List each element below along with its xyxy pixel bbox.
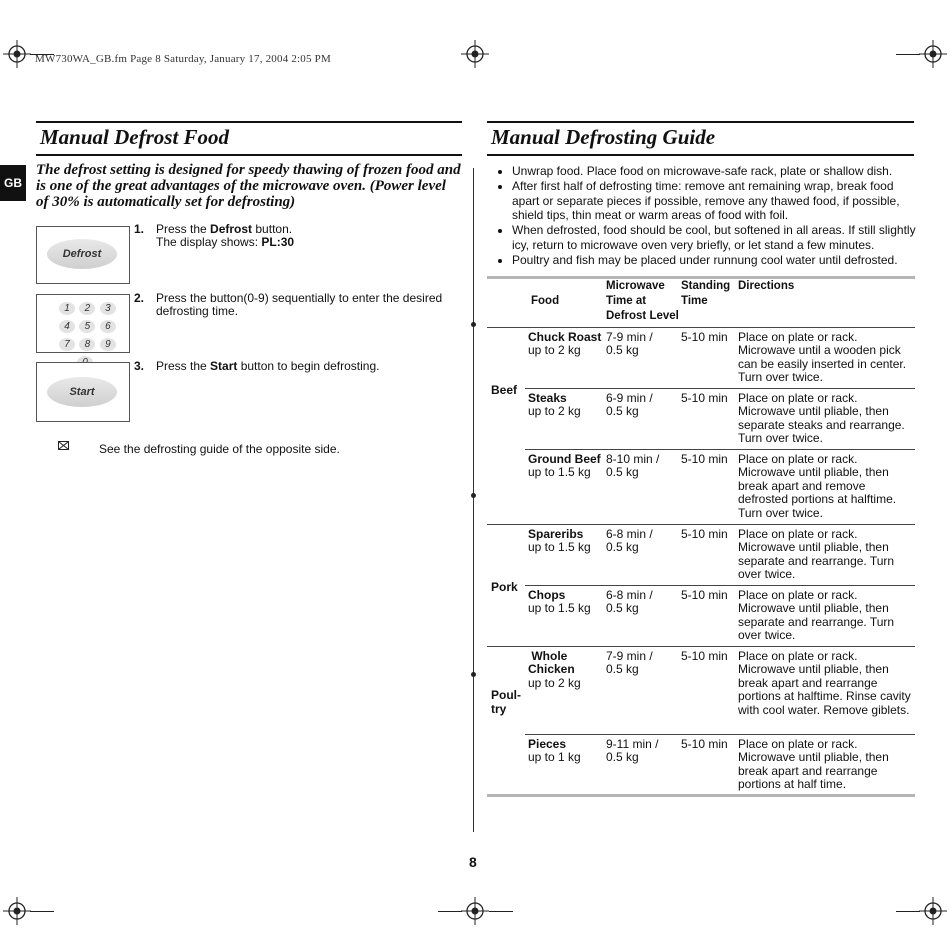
directions-cell: Place on plate or rack. Microwave until pliable, then separate steaks and rearrange. Turn over twice. (738, 391, 905, 446)
standing-cell: 5-10 min (681, 527, 728, 541)
time-value: 9-11 min / (606, 737, 659, 751)
row-rule (525, 449, 915, 450)
standing-cell: 5-10 min (681, 737, 728, 751)
food-weight: up to 1.5 kg (528, 465, 591, 480)
guide-bullet: • When defrosted, food should be cool, but softened in all areas. If still slightly icy, return to microwave oven very briefly, or let stand a few minutes. (512, 223, 916, 253)
standing-cell: 5-10 min (681, 588, 728, 602)
time-unit: 0.5 kg (606, 404, 639, 419)
step-number: 1. (134, 222, 145, 236)
time-value: 8-10 min / (606, 452, 660, 466)
step-text: button to begin defrosting. (237, 359, 380, 373)
table-bottom-rule (487, 794, 915, 797)
food-name: Ground Beef (528, 452, 601, 466)
crop-line (896, 911, 920, 912)
step-1 (134, 223, 454, 249)
file-info-header: MW730WA_GB.fm Page 8 Saturday, January 17, 2004 2:05 PM (35, 53, 331, 65)
standing-cell: 5-10 min (681, 391, 728, 405)
registration-mark-top-right (919, 40, 947, 68)
standing-cell: 5-10 min (681, 452, 728, 466)
row-rule (525, 388, 915, 389)
header-line: Microwave (606, 280, 665, 292)
row-rule (525, 734, 915, 735)
registration-mark-bottom-left (3, 897, 31, 925)
start-button: Start (47, 377, 117, 407)
table-row (528, 331, 915, 386)
step-text: The display shows: (156, 235, 262, 249)
key-9: 9 (100, 338, 116, 351)
table-row (528, 528, 915, 583)
directions-cell: Place on plate or rack. Microwave until pliable, then break apart and rearrange portions at half time. (738, 737, 889, 792)
header-line: Defrost Level (606, 310, 679, 322)
page-number: 8 (469, 854, 477, 870)
time-cell (606, 589, 678, 616)
standing-cell: 5-10 min (681, 330, 728, 344)
food-name: Pieces (528, 737, 567, 751)
food-weight: up to 1.5 kg (528, 601, 591, 616)
start-button-illustration (36, 362, 130, 422)
defrost-button: Defrost (47, 239, 117, 269)
time-cell (606, 650, 678, 677)
registration-mark-bottom-center (461, 897, 489, 925)
guide-bullet: • Poultry and fish may be placed under runnung cool water until defrosted. (512, 253, 916, 268)
time-cell (606, 453, 678, 480)
display-code: PL:30 (261, 235, 295, 249)
food-name: Chops (528, 588, 566, 602)
key-5: 5 (79, 320, 95, 333)
time-unit: 0.5 kg (606, 601, 639, 616)
food-cell (528, 453, 604, 480)
time-unit: 0.5 kg (606, 540, 639, 555)
step-text: button. (252, 222, 293, 236)
time-cell (606, 331, 678, 358)
registration-mark-top-left (3, 40, 31, 68)
food-name: Steaks (528, 391, 567, 405)
directions-cell: Place on plate or rack. Microwave until pliable, then break apart and remove defrosted portions at halftime. Turn over twice. (738, 452, 897, 520)
header-food: Food (531, 295, 560, 307)
header-line: Time (681, 295, 708, 307)
keypad-illustration (36, 294, 130, 353)
directions-cell: Place on plate or rack. Microwave until pliable, then separate and rearrange. Turn over twice. (738, 527, 895, 582)
food-cell (528, 392, 604, 419)
group-rule (487, 646, 915, 647)
header-standing-time (681, 279, 730, 309)
key-2: 2 (79, 302, 95, 315)
time-value: 7-9 min / (606, 649, 653, 663)
registration-mark-top-center (461, 40, 489, 68)
group-label-pork: Pork (491, 580, 518, 594)
language-tab: GB (0, 165, 26, 201)
section-title-defrosting-guide: Manual Defrosting Guide (487, 121, 914, 156)
crop-line (30, 911, 54, 912)
divider-dot (471, 493, 476, 498)
key-7: 7 (59, 338, 75, 351)
note-text: See the defrosting guide of the opposite side. (99, 442, 340, 456)
food-cell (528, 650, 604, 690)
divider-dot (471, 672, 476, 677)
crop-line (896, 54, 920, 55)
step-number: 3. (134, 359, 145, 373)
step-3 (134, 360, 454, 373)
step-text: Press the (156, 222, 211, 236)
group-rule (487, 524, 915, 525)
food-name: Spareribs (528, 527, 584, 541)
food-cell (528, 589, 604, 616)
guide-bullet: • Unwrap food. Place food on microwave-safe rack, plate or shallow dish. (512, 164, 916, 179)
header-line: Time at (606, 295, 647, 307)
step-text: Press the button(0-9) sequentially to enter the desired defrosting time. (156, 291, 443, 318)
food-cell (528, 738, 604, 765)
key-4: 4 (59, 320, 75, 333)
food-weight: up to 2 kg (528, 343, 581, 358)
defrost-button-illustration (36, 226, 130, 284)
key-6: 6 (100, 320, 116, 333)
number-keypad (59, 298, 119, 370)
table-row (528, 589, 915, 644)
key-1: 1 (59, 302, 75, 315)
directions-cell: Place on plate or rack. Microwave until pliable, then separate and rearrange. Turn over twice. (738, 588, 895, 643)
group-label-line: Poul- (491, 688, 521, 702)
column-divider (473, 168, 474, 832)
divider-dot (471, 322, 476, 327)
time-value: 6-8 min / (606, 588, 653, 602)
step-text: Press the (156, 359, 211, 373)
step-2 (134, 292, 454, 318)
crop-line (489, 911, 513, 912)
header-line: Standing (681, 280, 731, 292)
group-label-poultry (491, 688, 521, 716)
food-name: Chuck Roast (528, 330, 602, 344)
time-cell (606, 738, 678, 765)
time-cell (606, 528, 678, 555)
crop-line (438, 911, 462, 912)
key-3: 3 (100, 302, 116, 315)
time-unit: 0.5 kg (606, 750, 639, 765)
food-weight: up to 2 kg (528, 404, 581, 419)
table-row (528, 392, 915, 447)
row-rule (525, 585, 915, 586)
table-row (528, 738, 915, 790)
guide-bullet: • After first half of defrosting time: remove ant remaining wrap, break food apart or separate pieces if possible, remove any thawed food, if possible, shield tips, thin meat or warm areas of food with foil. (512, 179, 916, 223)
food-weight: up to 1 kg (528, 750, 581, 765)
step-text-bold: Defrost (210, 222, 253, 236)
registration-mark-bottom-right (919, 897, 947, 925)
step-text-bold: Start (210, 359, 238, 373)
group-label-beef: Beef (491, 383, 518, 397)
group-label-line: try (491, 702, 507, 716)
note-icon (58, 441, 69, 453)
directions-cell: Place on plate or rack. Microwave until pliable, then break apart and rearrange portions at halftime. Rinse cavity with cool water. Remove giblets. (738, 649, 911, 717)
food-cell (528, 528, 604, 555)
time-value: 6-8 min / (606, 527, 653, 541)
time-value: 7-9 min / (606, 330, 653, 344)
time-unit: 0.5 kg (606, 465, 639, 480)
header-microwave-time (606, 279, 679, 324)
table-row (528, 453, 915, 521)
standing-cell: 5-10 min (681, 649, 728, 663)
section-title-manual-defrost: Manual Defrost Food (36, 121, 462, 156)
food-cell (528, 331, 604, 358)
directions-cell: Place on plate or rack. Microwave until a wooden pick can be easily inserted in center. Turn over twice. (738, 330, 907, 385)
time-cell (606, 392, 678, 419)
intro-paragraph: The defrost setting is designed for speedy thawing of frozen food and is one of the great advantages of the microwave oven. (Power level of 30% is automatically set for defrosting) (36, 162, 461, 210)
header-directions: Directions (738, 280, 795, 292)
group-rule (487, 327, 915, 328)
food-name: Whole (528, 649, 568, 663)
time-unit: 0.5 kg (606, 343, 639, 358)
key-8: 8 (79, 338, 95, 351)
food-weight: up to 2 kg (528, 675, 581, 690)
time-unit: 0.5 kg (606, 662, 639, 677)
guide-bullets (494, 164, 916, 268)
step-number: 2. (134, 291, 145, 305)
food-name: Chicken (528, 662, 575, 677)
time-value: 6-9 min / (606, 391, 653, 405)
table-row (528, 650, 915, 732)
food-weight: up to 1.5 kg (528, 540, 591, 555)
